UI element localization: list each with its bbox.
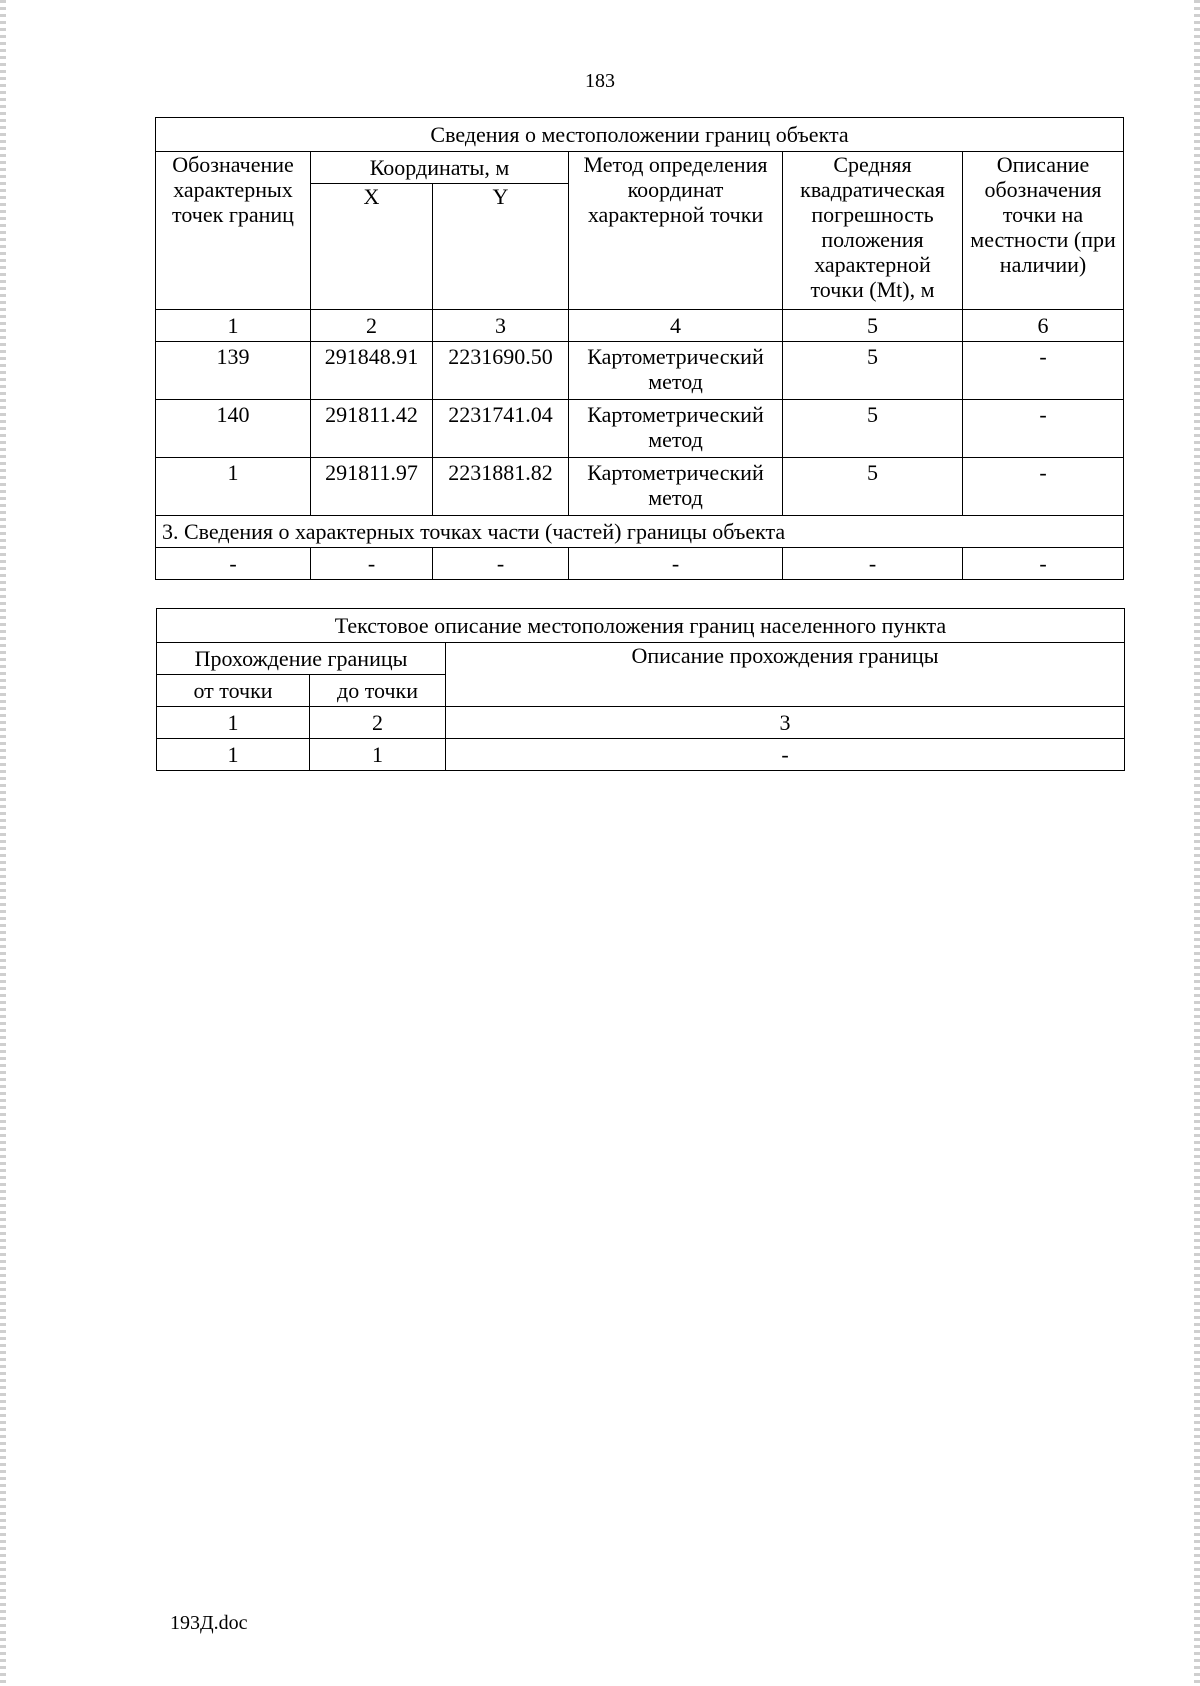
header-from-point: от точки: [157, 675, 310, 707]
header-description: Описание обозначения точки на местности (при наличии): [963, 152, 1124, 310]
table-row: [156, 458, 1124, 516]
point-description: -: [963, 342, 1124, 400]
table-row: [156, 342, 1124, 400]
section-3-title: 3. Сведения о характерных точках части (частей) границы объекта: [156, 516, 1124, 548]
empty-cell: -: [783, 548, 963, 580]
column-number: 2: [311, 310, 433, 342]
method: Картометрический метод: [569, 458, 783, 516]
header-to-point: до точки: [310, 675, 446, 707]
passage-description: -: [446, 739, 1125, 771]
page-number: 183: [585, 70, 615, 92]
boundary-points-table: [155, 117, 1124, 580]
column-numbers-row: [157, 707, 1125, 739]
column-number: 2: [310, 707, 446, 739]
coord-x: 291848.91: [311, 342, 433, 400]
empty-cell: -: [963, 548, 1124, 580]
error-value: 5: [783, 342, 963, 400]
table-caption: Текстовое описание местоположения границ населенного пункта: [157, 609, 1125, 643]
column-numbers-row: [156, 310, 1124, 342]
empty-cell: -: [311, 548, 433, 580]
table-row: [156, 400, 1124, 458]
from-point: 1: [157, 739, 310, 771]
header-point: Обозначение характерных точек границ: [156, 152, 311, 310]
column-number: 5: [783, 310, 963, 342]
table-caption: Сведения о местоположении границ объекта: [156, 118, 1124, 152]
point-id: 140: [156, 400, 311, 458]
header-passage-description: Описание прохождения границы: [446, 643, 1125, 707]
method: Картометрический метод: [569, 400, 783, 458]
boundary-description-table: [156, 608, 1125, 771]
column-number: 1: [157, 707, 310, 739]
table-row: [156, 548, 1124, 580]
point-id: 1: [156, 458, 311, 516]
empty-cell: -: [433, 548, 569, 580]
header-coords: Координаты, м: [311, 152, 569, 184]
column-number: 6: [963, 310, 1124, 342]
scan-edge-left: [0, 0, 6, 1686]
column-number: 1: [156, 310, 311, 342]
to-point: 1: [310, 739, 446, 771]
point-description: -: [963, 400, 1124, 458]
empty-cell: -: [569, 548, 783, 580]
empty-cell: -: [156, 548, 311, 580]
header-y: Y: [433, 184, 569, 310]
column-number: 3: [433, 310, 569, 342]
coord-y: 2231690.50: [433, 342, 569, 400]
point-description: -: [963, 458, 1124, 516]
header-x: X: [311, 184, 433, 310]
point-id: 139: [156, 342, 311, 400]
column-number: 4: [569, 310, 783, 342]
column-number: 3: [446, 707, 1125, 739]
coord-y: 2231741.04: [433, 400, 569, 458]
header-method: Метод определения координат характерной точки: [569, 152, 783, 310]
coord-x: 291811.97: [311, 458, 433, 516]
error-value: 5: [783, 400, 963, 458]
coord-x: 291811.42: [311, 400, 433, 458]
header-error: Средняя квадратическая погрешность положения характерной точки (Mt), м: [783, 152, 963, 310]
header-passage: Прохождение границы: [157, 643, 446, 675]
table-row: [157, 739, 1125, 771]
scan-edge-right: [1194, 0, 1200, 1686]
coord-y: 2231881.82: [433, 458, 569, 516]
error-value: 5: [783, 458, 963, 516]
method: Картометрический метод: [569, 342, 783, 400]
file-name-footer: 193Д.doc: [170, 1612, 248, 1634]
